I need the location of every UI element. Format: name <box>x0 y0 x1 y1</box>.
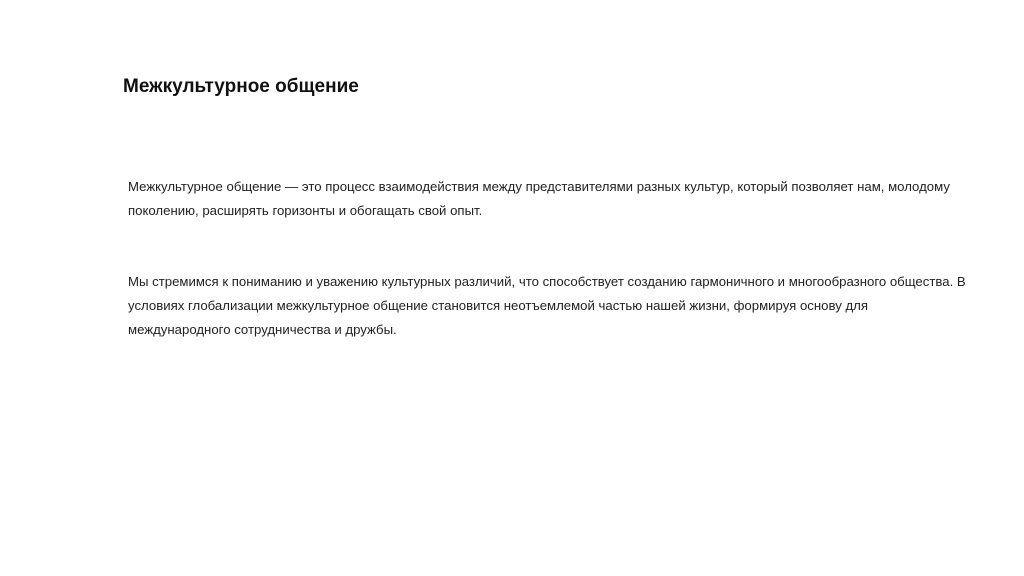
slide-title: Межкультурное общение <box>123 76 359 97</box>
paragraph-intro: Межкультурное общение — это процесс взаимодействия между представителями разных культур, который позволяет нам, молодому поколению, расширять горизонты и обогащать свой опыт. <box>128 179 950 218</box>
paragraph-globalization: Мы стремимся к пониманию и уважению культурных различий, что способствует созданию гармоничного и многообразного общества. В условиях глобализации межкультурное общение становится неотъемлемой частью нашей жизни, формируя основу для международного сотрудничества и дружбы. <box>128 274 966 337</box>
